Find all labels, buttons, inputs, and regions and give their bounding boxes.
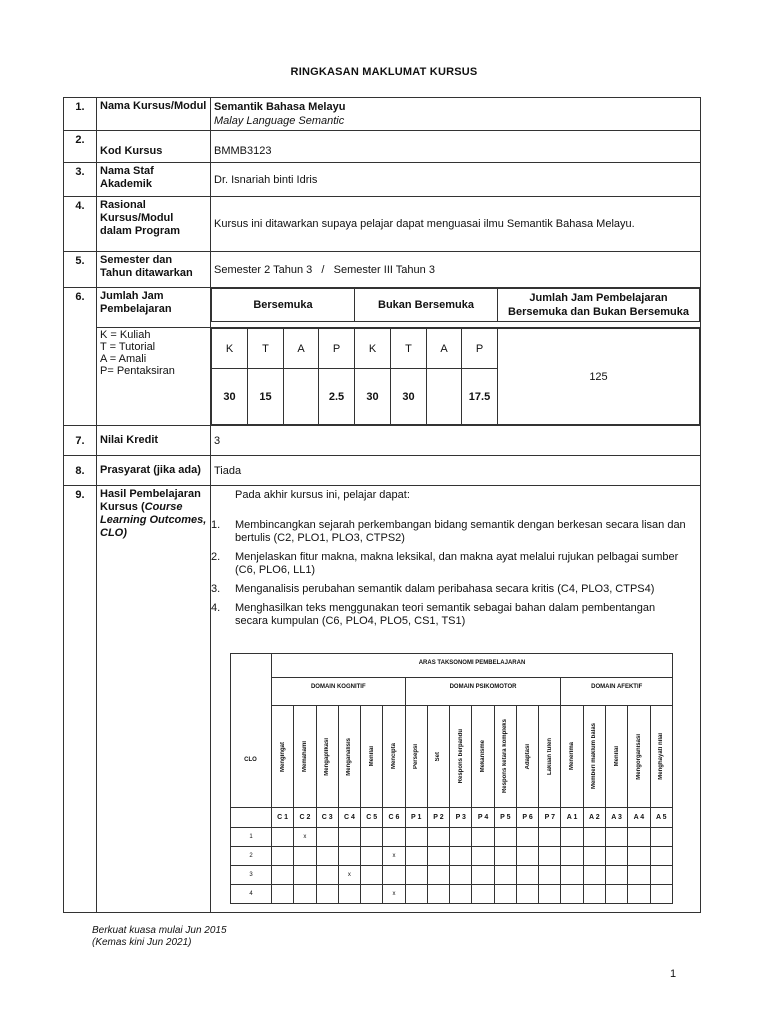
clo-mark: [516, 828, 538, 847]
row-label: Rasional Kursus/Modul dalam Program: [97, 197, 211, 252]
effective-date: Berkuat kuasa mulai Jun 2015: [92, 925, 227, 936]
taxonomy-level-label: Mengingat: [279, 741, 286, 772]
clo-mark: [427, 847, 449, 866]
clo-mark: [405, 847, 427, 866]
taxonomy-level-code: C 6: [383, 808, 405, 828]
taxonomy-levels-row: [231, 706, 673, 808]
clo-header: CLO: [244, 757, 257, 763]
clo-mark: [383, 866, 405, 885]
taxonomy-level-code: C 2: [294, 808, 316, 828]
clo-mark: [605, 828, 627, 847]
taxonomy-level-code: P 1: [405, 808, 427, 828]
prerequisite-value: Tiada: [211, 456, 701, 486]
taxonomy-level-label: Memberi maklum balas: [591, 723, 598, 790]
hours-code: K: [355, 329, 391, 369]
clo-mark: [427, 885, 449, 904]
clo-mark: [361, 866, 383, 885]
clo-mark: [561, 885, 583, 904]
taxonomy-level-code: A 5: [650, 808, 672, 828]
clo-mark: x: [383, 885, 405, 904]
clo-number: 2: [231, 847, 272, 866]
outcomes-intro: Pada akhir kursus ini, pelajar dapat:: [235, 489, 410, 501]
clo-mark: [450, 866, 472, 885]
hours-value: [284, 369, 319, 425]
clo-mark: [494, 885, 516, 904]
taxonomy-level-label: Persepsi: [413, 743, 420, 770]
clo-mark: [405, 866, 427, 885]
clo-mark: [472, 866, 494, 885]
taxonomy-level-code: A 3: [605, 808, 627, 828]
outcome-item: 4. Menghasilkan teks menggunakan teori semantik sebagai bahan dalam pembentangan secara kumpulan (C6, PLO4, PLO5, CS1, TS1): [211, 602, 656, 627]
row-label: Nilai Kredit: [97, 426, 211, 456]
clo-mark: [583, 828, 605, 847]
clo-mark: x: [294, 828, 316, 847]
taxonomy-level-label: Respons ketara kompleks: [502, 719, 509, 794]
clo-row: [231, 828, 673, 847]
row-label: Nama Kursus/Modul: [97, 98, 211, 131]
taxonomy-level-code: P 5: [494, 808, 516, 828]
row-number: 6.: [64, 288, 97, 426]
domain-affective: DOMAIN AFEKTIF: [561, 678, 673, 706]
hours-value: 17.5: [462, 369, 498, 425]
clo-mark: [628, 866, 650, 885]
taxonomy-level-code: P 4: [472, 808, 494, 828]
hours-code: P: [462, 329, 498, 369]
clo-mark: [361, 885, 383, 904]
outcomes-list: [211, 519, 700, 628]
taxonomy-level-label: Adaptasi: [524, 743, 531, 770]
clo-mark: [427, 866, 449, 885]
course-summary-table: [63, 97, 701, 913]
row-prerequisite: [64, 456, 701, 486]
clo-mark: [272, 885, 294, 904]
taxonomy-level-label: Menganalisis: [346, 737, 353, 776]
row-label: Hasil Pembelajaran Kursus (: [100, 488, 201, 513]
clo-mark: [561, 828, 583, 847]
outcome-item: 3. Menganalisis perubahan semantik dalam peribahasa secara kritis (C4, PLO3, CTPS4): [211, 583, 655, 595]
taxonomy-level-code: P 2: [427, 808, 449, 828]
credit-value: 3: [211, 426, 701, 456]
academic-staff-name: Dr. Isnariah binti Idris: [211, 163, 701, 197]
clo-mark: [405, 885, 427, 904]
clo-mark: [583, 866, 605, 885]
clo-mark: [516, 866, 538, 885]
clo-mark: [583, 885, 605, 904]
outcome-item: 1. Membincangkan sejarah perkembangan bidang semantik dengan berkesan secara lisan dan bertulis (C2, PLO1, PLO3, CTPS2): [211, 519, 686, 544]
row-label: Jumlah Jam Pembelajaran: [97, 288, 211, 328]
taxonomy-level-label: Mengorganisasi: [635, 733, 642, 780]
document-title: RINGKASAN MAKLUMAT KURSUS: [290, 66, 478, 78]
hours-code: T: [391, 329, 427, 369]
clo-mark: [628, 885, 650, 904]
revision-date: (Kemas kini Jun 2021): [92, 937, 192, 948]
course-name: Semantik Bahasa Melayu: [214, 101, 346, 113]
row-number: 5.: [64, 252, 97, 288]
clo-mark: [450, 847, 472, 866]
taxonomy-level-label: Menerima: [569, 742, 576, 771]
clo-mark: [316, 866, 338, 885]
clo-mark: [361, 847, 383, 866]
clo-mark: [450, 885, 472, 904]
clo-mark: [605, 847, 627, 866]
taxonomy-level-code: C 5: [361, 808, 383, 828]
hours-code: A: [284, 329, 319, 369]
row-course-code: [64, 131, 701, 163]
row-label: Semester dan Tahun ditawarkan: [97, 252, 211, 288]
bukan-bersemuka-header: Bukan Bersemuka: [355, 289, 498, 322]
clo-row: [231, 866, 673, 885]
clo-mark: [405, 828, 427, 847]
hours-code: A: [427, 329, 462, 369]
row-learning-hours-header: [64, 288, 701, 328]
clo-mark: [539, 885, 561, 904]
clo-mark: [450, 828, 472, 847]
clo-mark: [494, 847, 516, 866]
taxonomy-level-code: A 1: [561, 808, 583, 828]
domain-cognitive: DOMAIN KOGNITIF: [272, 678, 406, 706]
taxonomy-level-label: Mengaplikasi: [324, 737, 331, 776]
clo-mark: [628, 847, 650, 866]
clo-mark: [338, 828, 360, 847]
taxonomy-level-label: Menghayati nilai: [658, 733, 665, 780]
course-code: BMMB3123: [211, 131, 701, 163]
taxonomy-codes-row: [231, 808, 673, 828]
taxonomy-level-code: P 3: [450, 808, 472, 828]
clo-mark: [272, 866, 294, 885]
clo-row: [231, 885, 673, 904]
row-learning-outcomes: [64, 486, 701, 913]
taxonomy-level-label: Respons berpandu: [457, 729, 464, 784]
taxonomy-level-code: P 7: [539, 808, 561, 828]
clo-mark: [272, 847, 294, 866]
hours-code: T: [248, 329, 284, 369]
hours-code: K: [212, 329, 248, 369]
domain-psychomotor: DOMAIN PSIKOMOTOR: [405, 678, 561, 706]
clo-mark: [650, 847, 672, 866]
row-number: 3.: [64, 163, 97, 197]
hours-header-table: [211, 288, 700, 322]
clo-mark: [516, 847, 538, 866]
clo-number: 4: [231, 885, 272, 904]
hours-value: 30: [355, 369, 391, 425]
row-label: Prasyarat (jika ada): [97, 456, 211, 486]
clo-mark: [294, 866, 316, 885]
clo-mark: [650, 866, 672, 885]
taxonomy-level-code: P 6: [516, 808, 538, 828]
clo-mark: [427, 828, 449, 847]
legend-kuliah: K = Kuliah: [100, 329, 151, 341]
hours-value: 30: [391, 369, 427, 425]
clo-mark: [472, 885, 494, 904]
taxonomy-level-code: C 4: [338, 808, 360, 828]
clo-mark: [383, 828, 405, 847]
legend-tutorial: T = Tutorial: [100, 341, 156, 353]
row-academic-staff: [64, 163, 701, 197]
bersemuka-header: Bersemuka: [212, 289, 355, 322]
clo-mark: [605, 885, 627, 904]
clo-mark: [494, 828, 516, 847]
hours-value: [427, 369, 462, 425]
row-course-name: [64, 98, 701, 131]
taxonomy-level-label: Mencipta: [390, 743, 397, 770]
page-number: 1: [670, 968, 677, 980]
total-hours-value: 125: [498, 329, 700, 425]
taxonomy-level-code: A 2: [583, 808, 605, 828]
taxonomy-level-label: Set: [435, 751, 442, 762]
row-number: 9.: [64, 486, 97, 913]
clo-mark: [472, 828, 494, 847]
clo-mark: [516, 885, 538, 904]
hours-value: 30: [212, 369, 248, 425]
clo-mark: [472, 847, 494, 866]
course-name-english: Malay Language Semantic: [214, 115, 345, 127]
row-credit: [64, 426, 701, 456]
row-label: Nama Staf Akademik: [97, 163, 211, 197]
row-label-english: Course Learning Outcomes, CLO): [100, 501, 207, 539]
clo-mark: [361, 828, 383, 847]
row-semester: [64, 252, 701, 288]
hours-breakdown-table: [211, 328, 700, 425]
clo-mark: [561, 847, 583, 866]
clo-mark: [539, 828, 561, 847]
taxonomy-level-code: C 1: [272, 808, 294, 828]
clo-mark: [316, 828, 338, 847]
hours-code: P: [319, 329, 355, 369]
semester-value: Semester 2 Tahun 3 / Semester III Tahun 3: [211, 252, 701, 288]
row-rationale: [64, 197, 701, 252]
clo-mark: x: [383, 847, 405, 866]
taxonomy-level-label: Lakuan tulen: [546, 737, 553, 775]
legend-pentaksiran: P= Pentaksiran: [100, 365, 175, 377]
row-number: 1.: [64, 98, 97, 131]
row-learning-hours-values: [64, 328, 701, 426]
legend-amali: A = Amali: [100, 353, 147, 365]
row-number: 7.: [64, 426, 97, 456]
clo-row: [231, 847, 673, 866]
row-number: 2.: [64, 131, 97, 163]
clo-mark: [316, 885, 338, 904]
row-label: Kod Kursus: [97, 131, 211, 163]
row-number: 8.: [64, 456, 97, 486]
taxonomy-level-label: Menilai: [368, 746, 375, 767]
clo-mark: [539, 847, 561, 866]
clo-mark: [628, 828, 650, 847]
taxonomy-level-label: Memahami: [301, 740, 308, 772]
outcome-item: 2. Menjelaskan fitur makna, makna leksikal, dan makna ayat melalui rujukan pelbagai sumber (C6, PLO6, LL1): [211, 551, 679, 576]
taxonomy-heading: ARAS TAKSONOMI PEMBELAJARAN: [272, 654, 673, 678]
clo-mark: [650, 885, 672, 904]
clo-mark: [338, 885, 360, 904]
clo-mark: [561, 866, 583, 885]
document-footer: [92, 925, 227, 949]
row-number: 4.: [64, 197, 97, 252]
total-hours-header: Jumlah Jam Pembelajaran Bersemuka dan Bukan Bersemuka: [498, 289, 700, 322]
taxonomy-level-label: Menilai: [613, 746, 620, 767]
clo-number: 1: [231, 828, 272, 847]
clo-mark: [338, 847, 360, 866]
clo-number: 3: [231, 866, 272, 885]
clo-mark: [316, 847, 338, 866]
clo-mark: [294, 847, 316, 866]
taxonomy-level-code: A 4: [628, 808, 650, 828]
clo-mark: x: [338, 866, 360, 885]
clo-mark: [605, 866, 627, 885]
taxonomy-level-code: C 3: [316, 808, 338, 828]
hours-value: 15: [248, 369, 284, 425]
clo-mark: [294, 885, 316, 904]
taxonomy-table: [230, 653, 673, 904]
clo-mark: [494, 866, 516, 885]
hours-value: 2.5: [319, 369, 355, 425]
rationale-text: Kursus ini ditawarkan supaya pelajar dapat menguasai ilmu Semantik Bahasa Melayu.: [211, 197, 701, 252]
clo-mark: [539, 866, 561, 885]
clo-mark: [583, 847, 605, 866]
clo-mark: [650, 828, 672, 847]
clo-mark: [272, 828, 294, 847]
taxonomy-level-label: Mekanisme: [480, 740, 487, 773]
